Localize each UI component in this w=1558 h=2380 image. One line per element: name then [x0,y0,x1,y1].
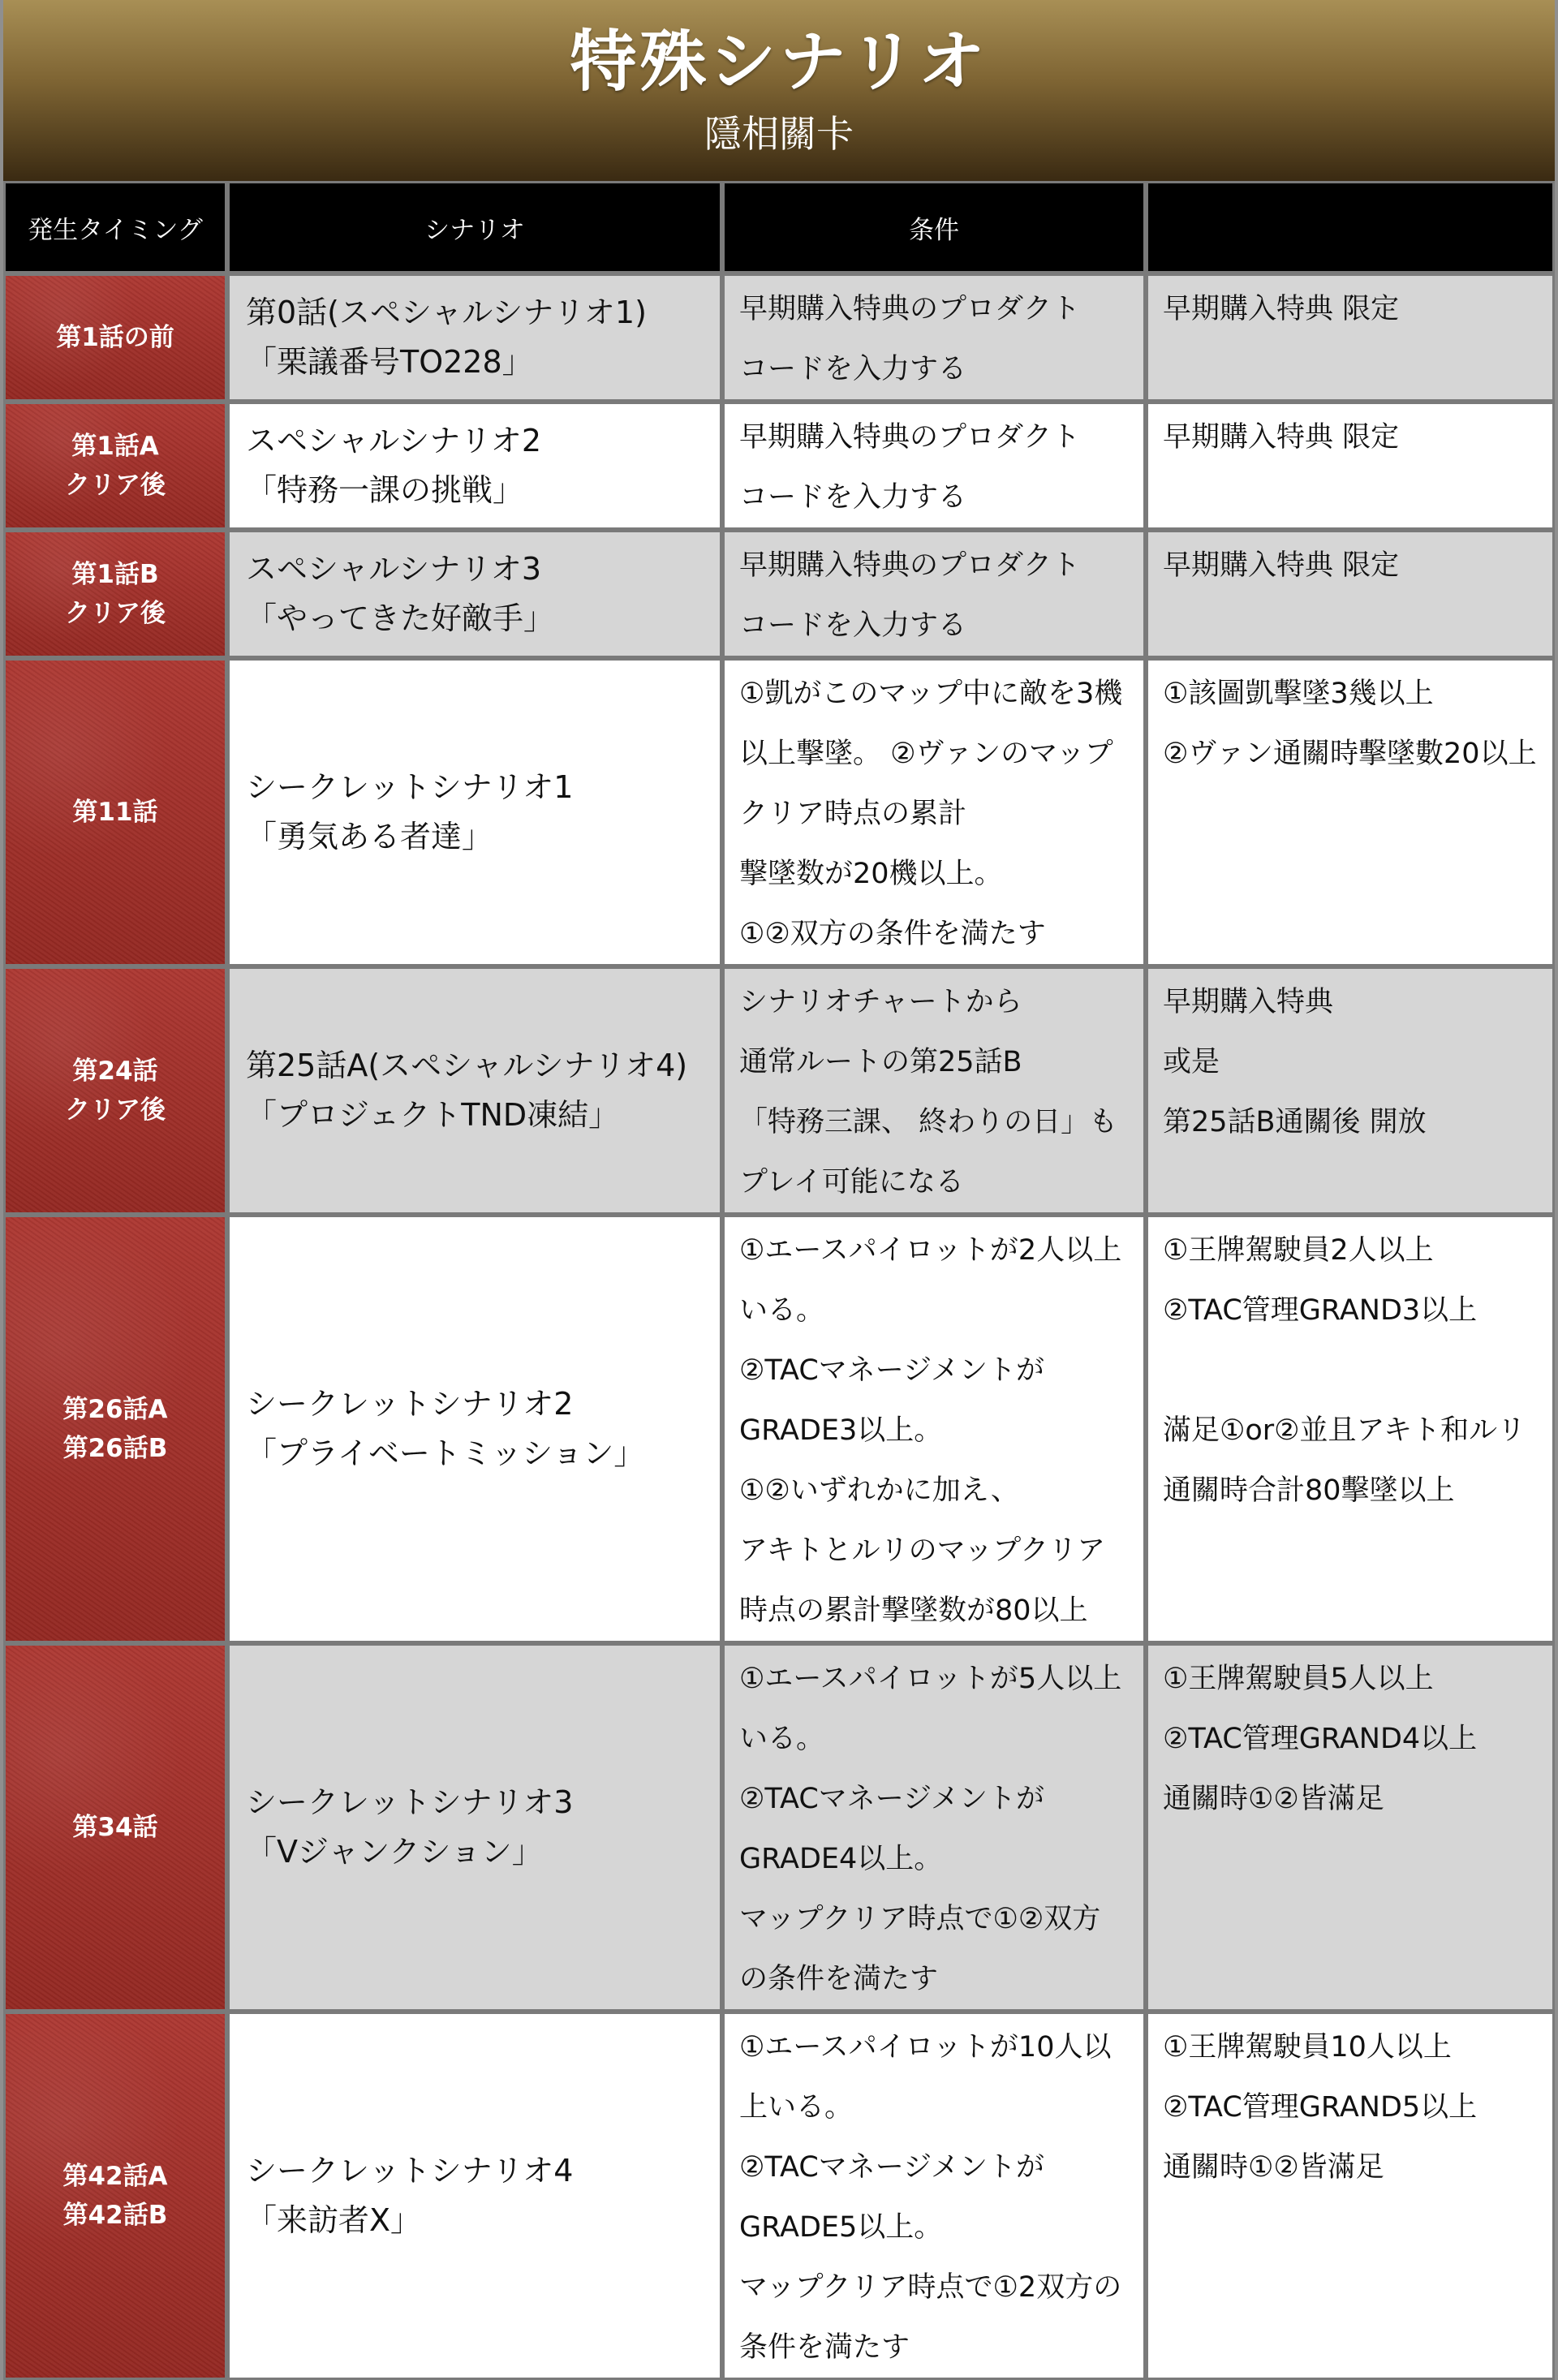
table-row [3,966,1555,1215]
page-subtitle: 隱相關卡 [704,112,854,157]
condition-cell-line: コードを入力する [739,353,967,385]
scenario-cell [227,530,722,658]
note-cell-line: 早期購入特典 限定 [1163,293,1400,325]
note-cell [1146,273,1555,402]
scenario-cell [227,966,722,1215]
timing-cell [3,658,227,966]
condition-cell-line: ①エースパイロットが5人以上 [739,1663,1122,1695]
scenario-cell-line: シークレットシナリオ2 [246,1386,574,1422]
scenario-cell-line: 「栗議番号TO228」 [246,344,533,380]
note-cell [1146,658,1555,966]
condition-cell [722,530,1146,658]
timing-cell [3,966,227,1215]
timing-cell-line: 第11話 [72,797,158,827]
timing-cell-line: クリア後 [65,1095,166,1125]
note-cell [1146,1643,1555,2012]
table-header-row [3,181,1555,273]
condition-cell-line: GRADE5以上。 [739,2211,943,2244]
condition-cell-line: ②TACマネージメントが [739,1783,1045,1815]
note-cell-line: ②TAC管理GRAND5以上 [1163,2091,1478,2124]
scenario-cell-line: 第0話(スペシャルシナリオ1) [246,295,647,331]
table-row [3,273,1555,402]
timing-cell-line: 第26話A [62,1394,168,1424]
table-row [3,530,1555,658]
condition-cell-line: コードを入力する [739,609,967,642]
timing-cell [3,1643,227,2012]
condition-cell-line: シナリオチャートから [739,986,1022,1018]
condition-cell-line: ②TACマネージメントが [739,1354,1045,1387]
condition-cell-line: GRADE4以上。 [739,1843,943,1875]
condition-cell-line: 以上撃墜。 ②ヴァンのマップ [739,738,1113,770]
condition-cell-line: 時点の累計撃墜数が80以上 [739,1595,1088,1627]
note-cell-line: 通關時①②皆滿足 [1163,2151,1384,2184]
condition-cell-line: アキトとルリのマップクリア [739,1534,1106,1567]
condition-cell [722,1643,1146,2012]
note-cell [1146,530,1555,658]
table-row [3,658,1555,966]
timing-cell [3,402,227,530]
note-cell-line [1163,1341,1538,1401]
note-cell-line: 通關時①②皆滿足 [1163,1783,1384,1815]
column-header-timing: 発生タイミング [3,181,227,273]
scenario-cell [227,2012,722,2380]
timing-cell-line: 第1話A [71,431,159,461]
note-cell-line: 早期購入特典 [1163,986,1334,1018]
timing-cell-line: 第42話A [62,2161,168,2191]
condition-cell-line: ②TACマネージメントが [739,2151,1045,2184]
scenario-cell-line: 「特務一課の挑戦」 [246,472,524,508]
condition-cell [722,966,1146,1215]
scenario-cell [227,1643,722,2012]
timing-cell-line: 第1話の前 [56,322,174,352]
scenario-table [3,181,1555,2380]
condition-cell [722,273,1146,402]
scenario-cell-line: スペシャルシナリオ3 [246,551,542,587]
note-cell-line: 早期購入特典 限定 [1163,421,1400,454]
condition-cell-line: 上いる。 [739,2091,854,2124]
note-cell-line: 通關時合計80擊墜以上 [1163,1474,1455,1507]
column-header-condition: 条件 [722,181,1146,273]
note-cell-line: 或是 [1163,1046,1220,1078]
scenario-cell-line: シークレットシナリオ4 [246,2153,574,2189]
condition-cell-line: 条件を満たす [739,2331,910,2364]
condition-cell-line: いる。 [739,1723,825,1755]
condition-cell-line: いる。 [739,1294,825,1327]
condition-cell-line: の条件を満たす [739,1963,939,1995]
timing-cell [3,273,227,402]
timing-cell-line: 第34話 [72,1812,158,1842]
page-header [3,0,1555,181]
note-cell-line: ②TAC管理GRAND4以上 [1163,1723,1478,1755]
condition-cell-line: 早期購入特典のプロダクト [739,421,1081,454]
table-row [3,402,1555,530]
timing-cell-line: 第26話B [62,1434,168,1463]
timing-cell-line: クリア後 [65,471,166,500]
condition-cell [722,402,1146,530]
note-cell [1146,402,1555,530]
scenario-cell-line: シークレットシナリオ3 [246,1784,574,1821]
condition-cell-line: 早期購入特典のプロダクト [739,549,1081,582]
note-cell-line: ①王牌駕駛員10人以上 [1163,2031,1452,2064]
condition-cell-line: ①②いずれかに加え、 [739,1474,1019,1507]
scenario-cell-line: 「Vジャンクション」 [246,1834,543,1870]
timing-cell-line: クリア後 [65,599,166,628]
condition-cell-line: マップクリア時点で①2双方の [739,2271,1122,2304]
column-header-note [1146,181,1555,273]
note-cell-line: ②TAC管理GRAND3以上 [1163,1294,1478,1327]
condition-cell-line: ①エースパイロットが2人以上 [739,1234,1122,1267]
table-row [3,1643,1555,2012]
table-row [3,1215,1555,1643]
condition-cell-line: マップクリア時点で①②双方 [739,1903,1101,1935]
table-row [3,2012,1555,2380]
timing-cell-line: 第42話B [62,2201,168,2230]
condition-cell [722,1215,1146,1643]
note-cell [1146,1215,1555,1643]
page-title: 特殊シナリオ [570,24,988,101]
timing-cell [3,530,227,658]
timing-cell-line: 第1話B [71,559,159,589]
scenario-cell-line: スペシャルシナリオ2 [246,423,542,459]
note-cell-line: 早期購入特典 限定 [1163,549,1400,582]
note-cell [1146,966,1555,1215]
scenario-cell-line: 「やってきた好敵手」 [246,600,555,636]
timing-cell [3,1215,227,1643]
table-body [3,273,1555,2380]
scenario-cell [227,1215,722,1643]
condition-cell-line: GRADE3以上。 [739,1414,943,1447]
condition-cell-line: 撃墜数が20機以上。 [739,858,1003,890]
scenario-cell [227,273,722,402]
scenario-cell-line: 「プライベートミッション」 [246,1435,645,1471]
condition-cell [722,2012,1146,2380]
condition-cell-line: ①②双方の条件を満たす [739,918,1046,950]
note-cell-line: ①王牌駕駛員5人以上 [1163,1663,1434,1695]
note-cell-line: ①該圖凱擊墜3幾以上 [1163,678,1434,710]
scenario-cell-line: 第25話A(スペシャルシナリオ4) [246,1048,688,1084]
condition-cell-line: 早期購入特典のプロダクト [739,293,1081,325]
scenario-cell [227,402,722,530]
column-header-scenario: シナリオ [227,181,722,273]
note-cell-line: 滿足①or②並且アキト和ルリ [1163,1414,1526,1447]
scenario-cell-line: 「勇気ある者達」 [246,819,493,854]
timing-cell-line: 第24話 [72,1056,158,1086]
condition-cell-line: ①エースパイロットが10人以 [739,2031,1112,2064]
note-cell-line: ①王牌駕駛員2人以上 [1163,1234,1434,1267]
condition-cell-line: コードを入力する [739,481,967,514]
condition-cell-line: プレイ可能になる [739,1166,964,1199]
note-cell [1146,2012,1555,2380]
scenario-cell-line: 「プロジェクトTND凍結」 [246,1097,620,1133]
scenario-cell-line: 「来訪者X」 [246,2202,422,2238]
condition-cell-line: 「特務三課、 終わりの日」も [739,1106,1118,1138]
timing-cell [3,2012,227,2380]
condition-cell-line: ①凱がこのマップ中に敵を3機 [739,678,1123,710]
scenario-cell-line: シークレットシナリオ1 [246,769,574,806]
note-cell-line: 第25話B通關後 開放 [1163,1106,1427,1138]
condition-cell-line: 通常ルートの第25話B [739,1046,1022,1078]
condition-cell [722,658,1146,966]
note-cell-line: ②ヴァン通關時擊墜數20以上 [1163,738,1537,770]
condition-cell-line: クリア時点の累計 [739,798,967,830]
scenario-cell [227,658,722,966]
